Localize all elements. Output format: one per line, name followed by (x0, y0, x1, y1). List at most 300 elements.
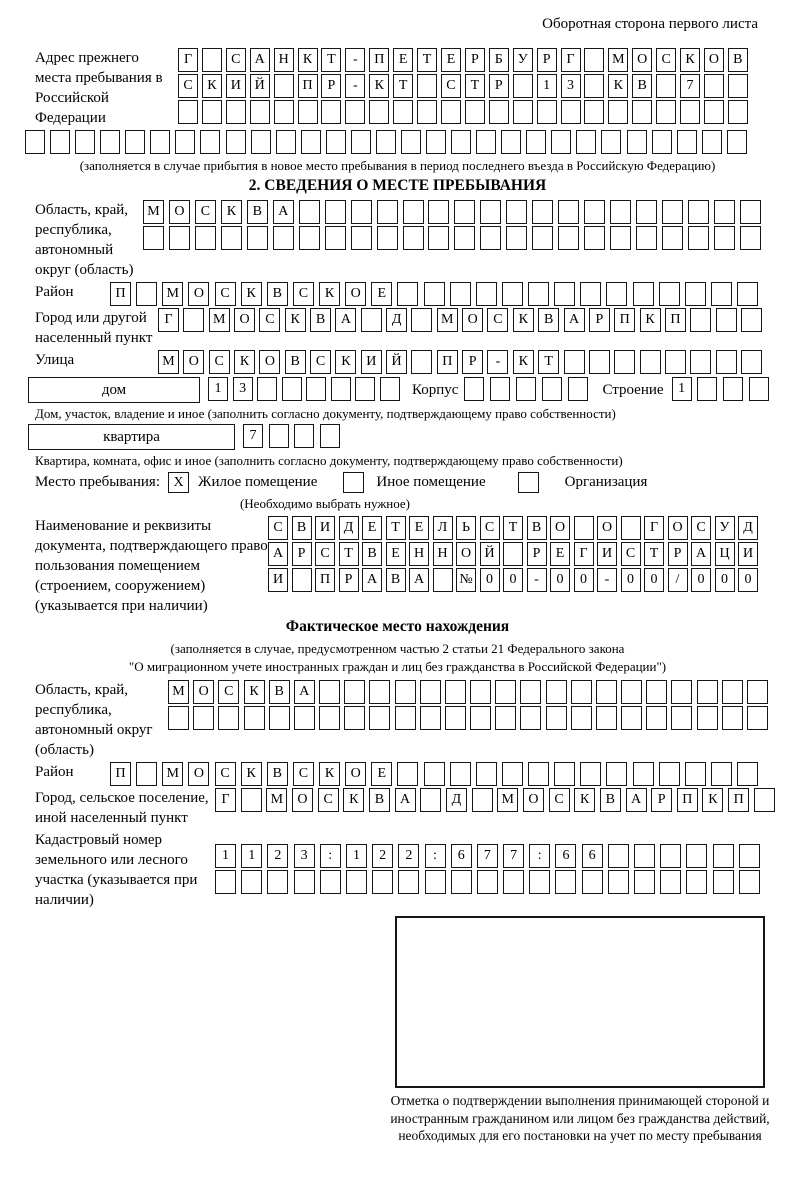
char-cell[interactable] (634, 870, 655, 894)
char-cell[interactable] (445, 706, 466, 730)
char-cell[interactable]: 6 (451, 844, 472, 868)
char-cell[interactable]: В (310, 308, 331, 332)
char-cell[interactable]: А (273, 200, 294, 224)
char-cell[interactable] (344, 680, 365, 704)
char-cell[interactable] (503, 870, 524, 894)
char-cell[interactable]: Т (386, 516, 406, 540)
char-cell[interactable]: К (202, 74, 222, 98)
char-cell[interactable]: В (728, 48, 748, 72)
char-cell[interactable] (476, 282, 497, 306)
char-cell[interactable]: М (168, 680, 189, 704)
char-cell[interactable]: 7 (477, 844, 498, 868)
char-cell[interactable] (564, 350, 585, 374)
char-cell[interactable]: 0 (621, 568, 641, 592)
char-cell[interactable] (722, 680, 743, 704)
char-cell[interactable]: Т (393, 74, 413, 98)
char-cell[interactable] (532, 200, 553, 224)
char-cell[interactable] (472, 788, 493, 812)
char-cell[interactable] (740, 200, 761, 224)
char-cell[interactable] (685, 282, 706, 306)
char-cell[interactable] (178, 100, 198, 124)
char-cell[interactable] (633, 762, 654, 786)
char-cell[interactable]: Й (480, 542, 500, 566)
char-cell[interactable] (537, 100, 557, 124)
char-cell[interactable] (659, 762, 680, 786)
char-cell[interactable] (596, 706, 617, 730)
char-cell[interactable]: Т (465, 74, 485, 98)
char-cell[interactable] (294, 870, 315, 894)
char-cell[interactable]: М (266, 788, 287, 812)
char-cell[interactable]: - (345, 48, 365, 72)
char-cell[interactable] (221, 226, 242, 250)
char-cell[interactable]: М (158, 350, 179, 374)
char-cell[interactable]: А (626, 788, 647, 812)
char-cell[interactable] (688, 200, 709, 224)
char-cell[interactable]: К (241, 762, 262, 786)
char-cell[interactable]: О (456, 542, 476, 566)
char-cell[interactable] (688, 226, 709, 250)
char-cell[interactable]: П (614, 308, 635, 332)
char-cell[interactable] (326, 130, 346, 154)
char-cell[interactable]: Р (537, 48, 557, 72)
char-cell[interactable] (513, 74, 533, 98)
char-cell[interactable]: И (268, 568, 288, 592)
char-cell[interactable]: К (221, 200, 242, 224)
char-cell[interactable] (445, 680, 466, 704)
char-cell[interactable] (582, 870, 603, 894)
char-cell[interactable] (320, 870, 341, 894)
char-cell[interactable]: П (298, 74, 318, 98)
char-cell[interactable] (686, 844, 707, 868)
char-cell[interactable] (671, 680, 692, 704)
char-cell[interactable] (516, 377, 536, 401)
char-cell[interactable]: Д (446, 788, 467, 812)
char-cell[interactable] (226, 100, 246, 124)
char-cell[interactable] (677, 130, 697, 154)
char-cell[interactable] (393, 100, 413, 124)
char-cell[interactable] (361, 308, 382, 332)
char-cell[interactable]: 0 (738, 568, 758, 592)
char-cell[interactable] (660, 844, 681, 868)
char-cell[interactable] (215, 870, 236, 894)
char-cell[interactable] (344, 706, 365, 730)
char-cell[interactable]: С (218, 680, 239, 704)
char-cell[interactable] (580, 762, 601, 786)
char-cell[interactable]: С (480, 516, 500, 540)
char-cell[interactable] (274, 100, 294, 124)
char-cell[interactable] (294, 706, 315, 730)
char-cell[interactable] (345, 100, 365, 124)
char-cell[interactable]: Л (433, 516, 453, 540)
char-cell[interactable] (640, 350, 661, 374)
char-cell[interactable] (606, 282, 627, 306)
char-cell[interactable] (506, 200, 527, 224)
char-cell[interactable] (454, 200, 475, 224)
char-cell[interactable] (685, 762, 706, 786)
char-cell[interactable] (747, 706, 768, 730)
char-cell[interactable] (697, 377, 717, 401)
char-cell[interactable] (403, 226, 424, 250)
char-cell[interactable]: С (318, 788, 339, 812)
char-cell[interactable] (267, 870, 288, 894)
char-cell[interactable] (257, 377, 277, 401)
char-cell[interactable]: О (704, 48, 724, 72)
char-cell[interactable] (25, 130, 45, 154)
char-cell[interactable] (183, 308, 204, 332)
char-cell[interactable] (749, 377, 769, 401)
char-cell[interactable]: О (597, 516, 617, 540)
char-cell[interactable] (627, 130, 647, 154)
char-cell[interactable] (247, 226, 268, 250)
char-cell[interactable] (754, 788, 775, 812)
char-cell[interactable]: 0 (715, 568, 735, 592)
char-cell[interactable]: : (529, 844, 550, 868)
char-cell[interactable] (636, 226, 657, 250)
char-cell[interactable]: В (267, 282, 288, 306)
char-cell[interactable] (424, 282, 445, 306)
char-cell[interactable] (646, 680, 667, 704)
char-cell[interactable] (596, 680, 617, 704)
char-cell[interactable]: А (268, 542, 288, 566)
char-cell[interactable] (451, 870, 472, 894)
char-cell[interactable] (501, 130, 521, 154)
char-cell[interactable]: Н (274, 48, 294, 72)
char-cell[interactable] (632, 100, 652, 124)
char-cell[interactable]: Е (371, 762, 392, 786)
char-cell[interactable] (503, 542, 523, 566)
char-cell[interactable]: № (456, 568, 476, 592)
char-cell[interactable] (346, 870, 367, 894)
char-cell[interactable]: В (538, 308, 559, 332)
char-cell[interactable]: К (702, 788, 723, 812)
char-cell[interactable]: А (335, 308, 356, 332)
char-cell[interactable] (558, 226, 579, 250)
char-cell[interactable]: О (193, 680, 214, 704)
char-cell[interactable] (728, 74, 748, 98)
char-cell[interactable]: М (497, 788, 518, 812)
char-cell[interactable] (584, 226, 605, 250)
char-cell[interactable] (150, 130, 170, 154)
char-cell[interactable]: 6 (582, 844, 603, 868)
char-cell[interactable]: Р (489, 74, 509, 98)
char-cell[interactable] (320, 424, 340, 448)
char-cell[interactable]: 1 (537, 74, 557, 98)
char-cell[interactable] (502, 762, 523, 786)
char-cell[interactable]: А (250, 48, 270, 72)
char-cell[interactable] (662, 200, 683, 224)
char-cell[interactable] (465, 100, 485, 124)
char-cell[interactable]: П (110, 762, 131, 786)
char-cell[interactable]: П (110, 282, 131, 306)
char-cell[interactable]: С (178, 74, 198, 98)
char-cell[interactable]: П (315, 568, 335, 592)
char-cell[interactable]: 1 (241, 844, 262, 868)
char-cell[interactable] (606, 762, 627, 786)
char-cell[interactable]: К (319, 762, 340, 786)
char-cell[interactable]: П (437, 350, 458, 374)
char-cell[interactable]: Г (574, 542, 594, 566)
char-cell[interactable] (331, 377, 351, 401)
char-cell[interactable]: К (234, 350, 255, 374)
char-cell[interactable] (319, 680, 340, 704)
char-cell[interactable] (714, 226, 735, 250)
char-cell[interactable] (747, 680, 768, 704)
char-cell[interactable]: М (209, 308, 230, 332)
char-cell[interactable] (464, 377, 484, 401)
char-cell[interactable]: А (691, 542, 711, 566)
char-cell[interactable]: Т (417, 48, 437, 72)
char-cell[interactable]: 7 (680, 74, 700, 98)
char-cell[interactable] (282, 377, 302, 401)
char-cell[interactable] (555, 870, 576, 894)
char-cell[interactable] (542, 377, 562, 401)
char-cell[interactable]: О (292, 788, 313, 812)
char-cell[interactable] (528, 282, 549, 306)
char-cell[interactable] (506, 226, 527, 250)
char-cell[interactable] (218, 706, 239, 730)
char-cell[interactable]: О (523, 788, 544, 812)
char-cell[interactable] (301, 130, 321, 154)
char-cell[interactable] (321, 100, 341, 124)
char-cell[interactable]: Р (589, 308, 610, 332)
char-cell[interactable]: Д (339, 516, 359, 540)
char-cell[interactable]: К (513, 308, 534, 332)
char-cell[interactable]: Р (651, 788, 672, 812)
char-cell[interactable]: Т (538, 350, 559, 374)
char-cell[interactable]: 3 (294, 844, 315, 868)
char-cell[interactable]: С (487, 308, 508, 332)
char-cell[interactable] (269, 424, 289, 448)
char-cell[interactable]: Р (321, 74, 341, 98)
char-cell[interactable]: М (162, 282, 183, 306)
char-cell[interactable] (470, 706, 491, 730)
char-cell[interactable]: К (319, 282, 340, 306)
char-cell[interactable] (697, 680, 718, 704)
char-cell[interactable] (377, 226, 398, 250)
char-cell[interactable]: - (597, 568, 617, 592)
char-cell[interactable]: Т (503, 516, 523, 540)
char-cell[interactable]: С (259, 308, 280, 332)
char-cell[interactable]: 0 (644, 568, 664, 592)
char-cell[interactable] (690, 308, 711, 332)
char-cell[interactable]: : (320, 844, 341, 868)
char-cell[interactable]: Д (386, 308, 407, 332)
char-cell[interactable]: С (195, 200, 216, 224)
char-cell[interactable]: Е (386, 542, 406, 566)
char-cell[interactable] (143, 226, 164, 250)
char-cell[interactable]: П (665, 308, 686, 332)
char-cell[interactable] (490, 377, 510, 401)
char-cell[interactable]: О (169, 200, 190, 224)
char-cell[interactable] (100, 130, 120, 154)
char-cell[interactable]: Р (292, 542, 312, 566)
char-cell[interactable]: М (437, 308, 458, 332)
char-cell[interactable]: Г (178, 48, 198, 72)
char-cell[interactable] (433, 568, 453, 592)
char-cell[interactable] (451, 130, 471, 154)
char-cell[interactable] (420, 680, 441, 704)
char-cell[interactable] (558, 200, 579, 224)
char-cell[interactable] (554, 762, 575, 786)
char-cell[interactable]: В (527, 516, 547, 540)
char-cell[interactable] (739, 844, 760, 868)
char-cell[interactable] (372, 870, 393, 894)
char-cell[interactable]: О (183, 350, 204, 374)
char-cell[interactable] (671, 706, 692, 730)
char-cell[interactable]: М (162, 762, 183, 786)
char-cell[interactable]: Е (362, 516, 382, 540)
char-cell[interactable]: С (209, 350, 230, 374)
char-cell[interactable] (520, 680, 541, 704)
char-cell[interactable]: С (441, 74, 461, 98)
char-cell[interactable]: С (656, 48, 676, 72)
char-cell[interactable] (274, 74, 294, 98)
char-cell[interactable] (704, 100, 724, 124)
char-cell[interactable]: В (285, 350, 306, 374)
char-cell[interactable] (476, 762, 497, 786)
char-cell[interactable] (614, 350, 635, 374)
char-cell[interactable]: К (513, 350, 534, 374)
char-cell[interactable]: 1 (346, 844, 367, 868)
char-cell[interactable]: Г (215, 788, 236, 812)
char-cell[interactable] (75, 130, 95, 154)
char-cell[interactable] (244, 706, 265, 730)
char-cell[interactable] (403, 200, 424, 224)
char-cell[interactable] (369, 706, 390, 730)
checkbox-organization[interactable] (518, 472, 539, 493)
char-cell[interactable] (306, 377, 326, 401)
char-cell[interactable] (202, 48, 222, 72)
char-cell[interactable] (241, 788, 262, 812)
char-cell[interactable]: - (345, 74, 365, 98)
char-cell[interactable] (727, 130, 747, 154)
char-cell[interactable] (723, 377, 743, 401)
char-cell[interactable]: Р (339, 568, 359, 592)
char-cell[interactable] (621, 680, 642, 704)
char-cell[interactable] (554, 282, 575, 306)
char-cell[interactable]: 0 (691, 568, 711, 592)
char-cell[interactable] (294, 424, 314, 448)
char-cell[interactable] (489, 100, 509, 124)
char-cell[interactable]: П (677, 788, 698, 812)
char-cell[interactable] (739, 870, 760, 894)
char-cell[interactable]: А (362, 568, 382, 592)
char-cell[interactable]: 7 (503, 844, 524, 868)
char-cell[interactable] (200, 130, 220, 154)
char-cell[interactable]: В (386, 568, 406, 592)
char-cell[interactable] (584, 100, 604, 124)
char-cell[interactable]: С (226, 48, 246, 72)
char-cell[interactable] (702, 130, 722, 154)
char-cell[interactable] (470, 680, 491, 704)
char-cell[interactable]: В (600, 788, 621, 812)
char-cell[interactable] (621, 516, 641, 540)
char-cell[interactable] (546, 680, 567, 704)
char-cell[interactable]: А (294, 680, 315, 704)
char-cell[interactable]: И (738, 542, 758, 566)
char-cell[interactable]: К (574, 788, 595, 812)
char-cell[interactable]: Р (527, 542, 547, 566)
char-cell[interactable]: Т (321, 48, 341, 72)
char-cell[interactable] (319, 706, 340, 730)
char-cell[interactable] (608, 100, 628, 124)
char-cell[interactable] (428, 200, 449, 224)
char-cell[interactable] (546, 706, 567, 730)
char-cell[interactable]: О (345, 282, 366, 306)
char-cell[interactable]: 1 (215, 844, 236, 868)
char-cell[interactable] (571, 680, 592, 704)
char-cell[interactable] (528, 762, 549, 786)
char-cell[interactable] (420, 788, 441, 812)
char-cell[interactable] (520, 706, 541, 730)
char-cell[interactable]: К (298, 48, 318, 72)
char-cell[interactable]: К (680, 48, 700, 72)
char-cell[interactable] (741, 350, 762, 374)
char-cell[interactable] (380, 377, 400, 401)
char-cell[interactable]: С (215, 762, 236, 786)
char-cell[interactable]: С (310, 350, 331, 374)
char-cell[interactable] (417, 100, 437, 124)
char-cell[interactable] (251, 130, 271, 154)
char-cell[interactable] (697, 706, 718, 730)
char-cell[interactable]: 3 (233, 377, 253, 401)
char-cell[interactable] (136, 762, 157, 786)
char-cell[interactable]: Г (561, 48, 581, 72)
char-cell[interactable] (610, 226, 631, 250)
char-cell[interactable] (417, 74, 437, 98)
char-cell[interactable]: С (315, 542, 335, 566)
char-cell[interactable] (656, 100, 676, 124)
char-cell[interactable]: Р (462, 350, 483, 374)
char-cell[interactable]: Ь (456, 516, 476, 540)
char-cell[interactable] (665, 350, 686, 374)
char-cell[interactable] (125, 130, 145, 154)
char-cell[interactable] (480, 200, 501, 224)
char-cell[interactable] (454, 226, 475, 250)
char-cell[interactable] (425, 870, 446, 894)
char-cell[interactable]: К (244, 680, 265, 704)
char-cell[interactable] (401, 130, 421, 154)
char-cell[interactable] (711, 282, 732, 306)
char-cell[interactable]: Н (433, 542, 453, 566)
char-cell[interactable]: В (632, 74, 652, 98)
char-cell[interactable] (571, 706, 592, 730)
char-cell[interactable]: У (715, 516, 735, 540)
char-cell[interactable]: У (513, 48, 533, 72)
char-cell[interactable]: В (292, 516, 312, 540)
char-cell[interactable]: - (527, 568, 547, 592)
char-cell[interactable] (395, 706, 416, 730)
char-cell[interactable]: Е (371, 282, 392, 306)
char-cell[interactable]: О (188, 282, 209, 306)
char-cell[interactable] (355, 377, 375, 401)
char-cell[interactable] (369, 100, 389, 124)
char-cell[interactable] (662, 226, 683, 250)
char-cell[interactable] (411, 308, 432, 332)
char-cell[interactable] (276, 130, 296, 154)
char-cell[interactable] (722, 706, 743, 730)
char-cell[interactable] (193, 706, 214, 730)
char-cell[interactable]: Й (386, 350, 407, 374)
char-cell[interactable] (646, 706, 667, 730)
char-cell[interactable]: 1 (208, 377, 228, 401)
char-cell[interactable]: О (550, 516, 570, 540)
char-cell[interactable]: 2 (398, 844, 419, 868)
char-cell[interactable]: К (343, 788, 364, 812)
char-cell[interactable]: О (345, 762, 366, 786)
char-cell[interactable] (551, 130, 571, 154)
char-cell[interactable]: В (369, 788, 390, 812)
